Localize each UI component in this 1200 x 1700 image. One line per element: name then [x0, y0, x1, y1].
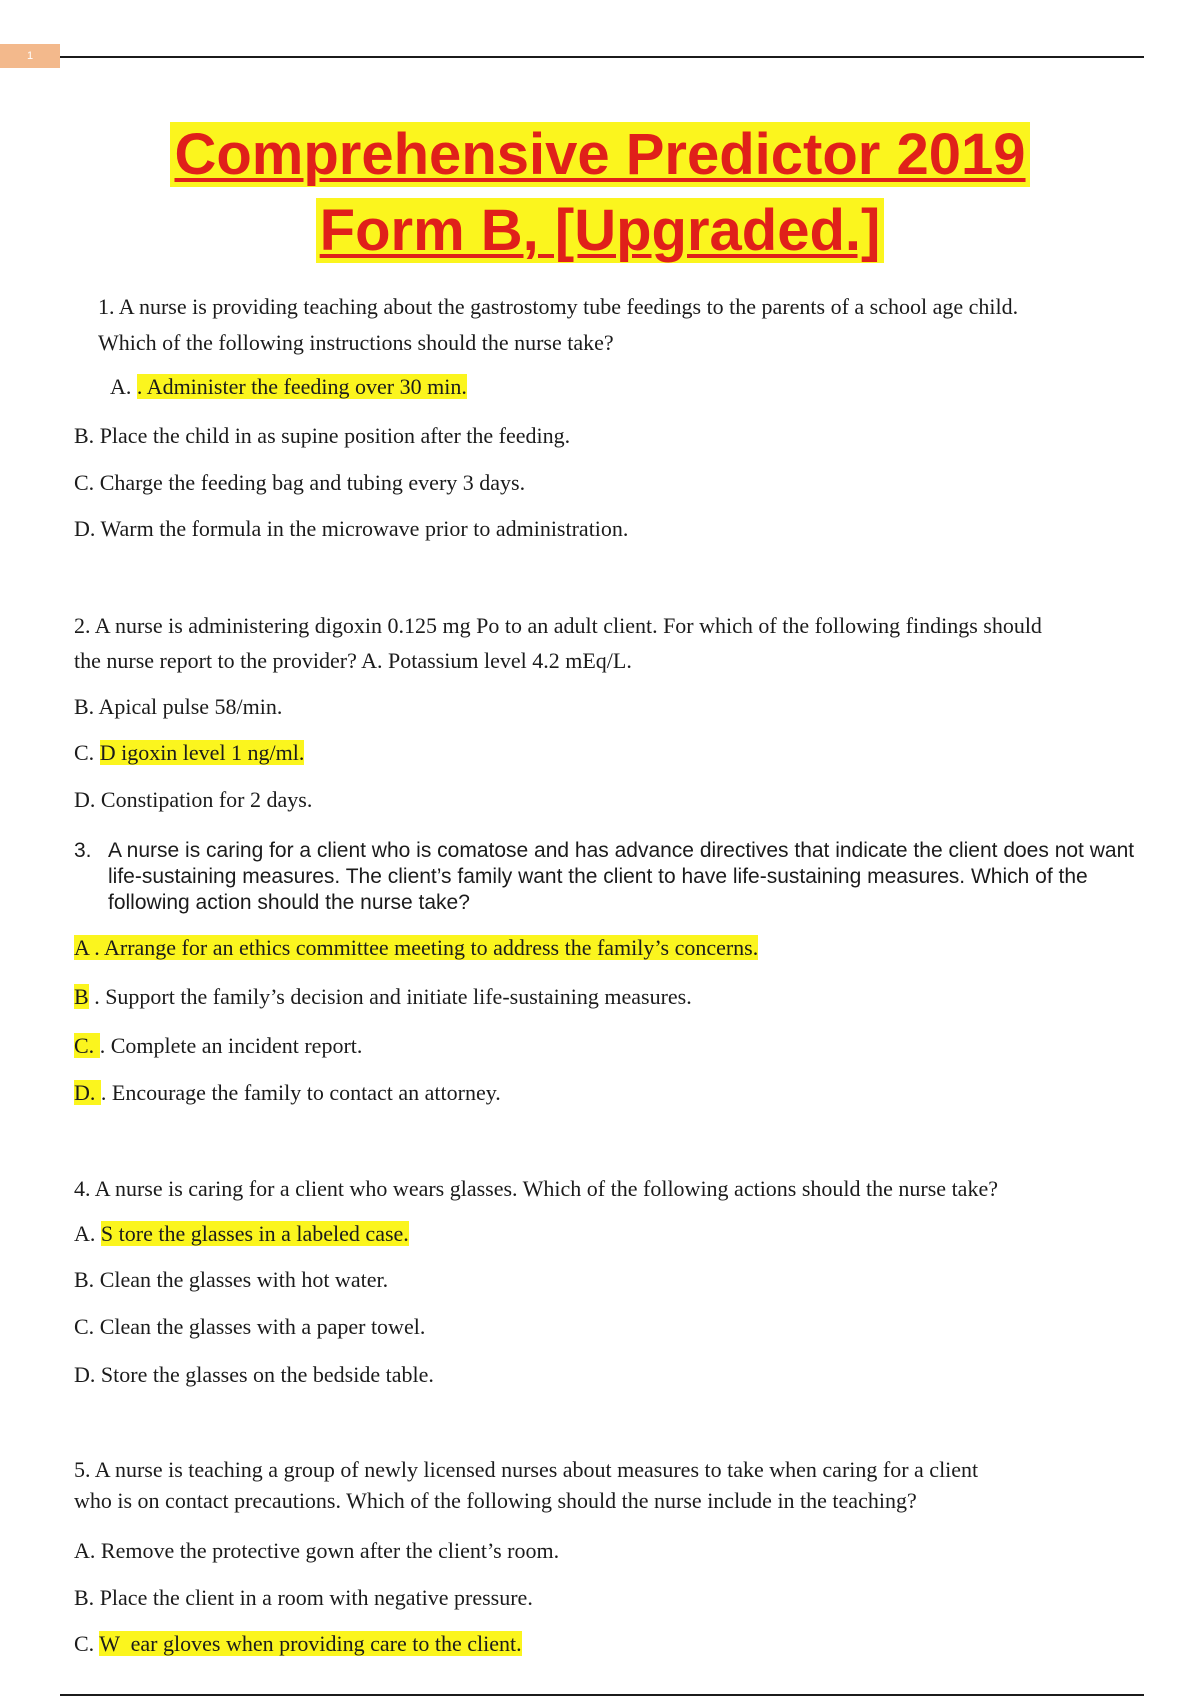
question-3-number: 3.	[74, 839, 92, 862]
question-3-option-a: A . Arrange for an ethics committee meeting to address the family’s concerns.	[74, 935, 759, 960]
document-title-line1: Comprehensive Predictor 2019	[0, 122, 1200, 188]
question-1-stem-line2: Which of the following instructions should the nurse take?	[98, 330, 614, 355]
question-3-stem: A nurse is caring for a client who is comatose and has advance directives that indicate the client does not want life-sustaining measures. The client’s family want the client to have life-sustaining measures. Which of the following action should the nurse take?	[108, 839, 1135, 914]
question-3-option-b: B . Support the family’s decision and initiate life-sustaining measures.	[74, 984, 692, 1009]
question-3-option-c: C. . Complete an incident report.	[74, 1033, 363, 1058]
question-4-option-b: B. Clean the glasses with hot water.	[74, 1267, 389, 1292]
question-4-option-c: C. Clean the glasses with a paper towel.	[74, 1314, 426, 1339]
question-5-option-b: B. Place the client in a room with negative pressure.	[74, 1585, 533, 1610]
question-1-option-a: A. . Administer the feeding over 30 min.	[110, 374, 467, 399]
question-5-stem-line2: who is on contact precautions. Which of the following should the nurse include in the teaching?	[74, 1488, 917, 1513]
question-5-stem-line1: 5. A nurse is teaching a group of newly licensed nurses about measures to take when caring for a client	[74, 1457, 979, 1482]
question-2-stem-line1: 2. A nurse is administering digoxin 0.125 mg Po to an adult client. For which of the following findings should	[74, 613, 1042, 638]
header-rule	[60, 56, 1144, 58]
page-number-badge: 1	[0, 44, 60, 68]
question-1-option-d: D. Warm the formula in the microwave prior to administration.	[74, 516, 629, 541]
question-2-option-c: C. D igoxin level 1 ng/ml.	[74, 740, 305, 765]
question-1-option-b: B. Place the child in as supine position after the feeding.	[74, 423, 571, 448]
question-3-option-d: D. . Encourage the family to contact an attorney.	[74, 1080, 501, 1105]
question-1-stem-line1: 1. A nurse is providing teaching about the gastrostomy tube feedings to the parents of a school age child.	[98, 294, 1019, 319]
footer-rule	[60, 1694, 1144, 1696]
question-4-option-a: A. S tore the glasses in a labeled case.	[74, 1221, 409, 1246]
question-2-option-b: B. Apical pulse 58/min.	[74, 694, 283, 719]
document-title-line2: Form B, [Upgraded.]	[0, 198, 1200, 264]
question-4-option-d: D. Store the glasses on the bedside table.	[74, 1362, 434, 1387]
question-4-stem: 4. A nurse is caring for a client who wears glasses. Which of the following actions should the nurse take?	[74, 1176, 998, 1201]
question-2-stem-line2: the nurse report to the provider? A. Potassium level 4.2 mEq/L.	[74, 648, 632, 673]
question-5-option-a: A. Remove the protective gown after the client’s room.	[74, 1538, 560, 1563]
question-2-option-d: D. Constipation for 2 days.	[74, 787, 313, 812]
question-1-option-c: C. Charge the feeding bag and tubing every 3 days.	[74, 470, 526, 495]
question-5-option-c: C. W ear gloves when providing care to the client.	[74, 1631, 522, 1656]
